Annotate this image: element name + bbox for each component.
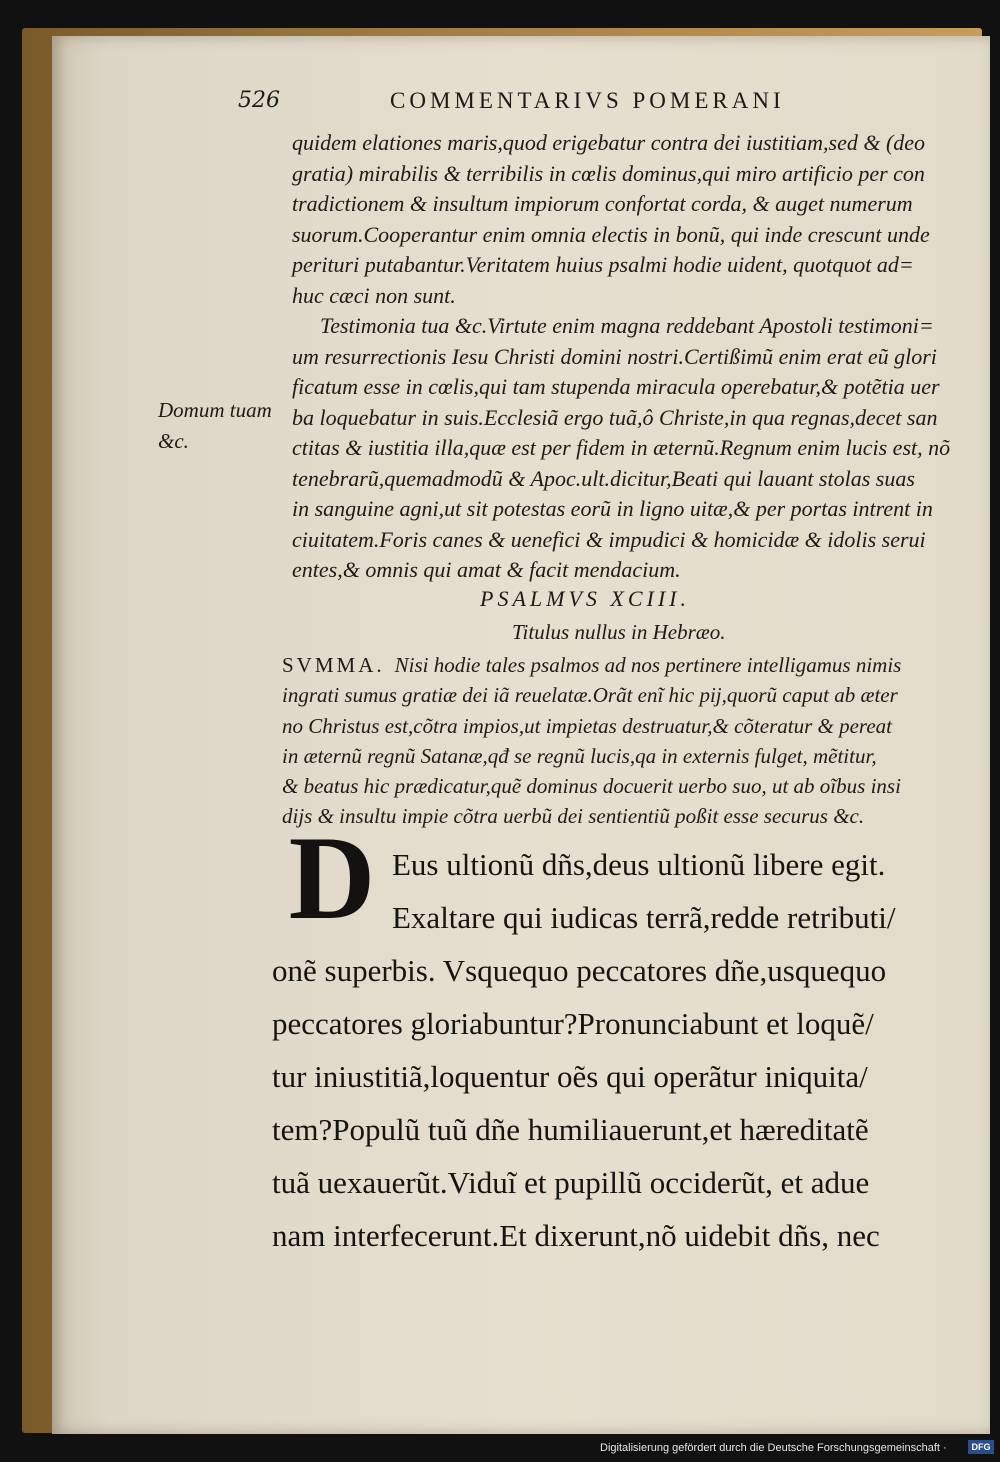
summa-line: & beatus hic prædicatur,quẽ dominus docuerit uerbo suo, ut ab oĩbus insi xyxy=(282,774,901,799)
commentary-line: perituri putabantur.Veritatem huius psalmi hodie uident, quotquot ad= xyxy=(292,252,914,277)
psalm-subtitle: Titulus nullus in Hebræo. xyxy=(512,620,726,644)
psalm-line: onẽ superbis. Vsquequo peccatores dñe,usquequo xyxy=(272,953,887,988)
commentary-line: entes,& omnis qui amat & facit mendacium. xyxy=(292,557,681,582)
summa-label: SVMMA. xyxy=(282,653,385,677)
dfg-logo: DFG xyxy=(968,1440,994,1454)
commentary-line: gratia) mirabilis & terribilis in cœlis dominus,qui miro artificio per con xyxy=(292,160,925,186)
commentary-line: um resurrectionis Iesu Christi domini nostri.Certißimũ enim erat eũ glori xyxy=(292,343,937,369)
marginal-note xyxy=(158,395,288,456)
page-number: 526 xyxy=(238,88,280,113)
psalm-line: tur iniustitiã,loquentur oẽs qui operãtur iniquita/ xyxy=(272,1059,868,1094)
decorated-initial: D xyxy=(288,811,376,944)
summa-line: in æternũ regnũ Satanæ,qđ se regnũ lucis,qa in externis fulget, mẽtitur, xyxy=(282,743,877,768)
summa-line: dijs & insultu impie cõtra uerbũ dei sentientiũ poßit esse securus &c. xyxy=(282,804,865,829)
summa-line: no Christus est,cõtra impios,ut impietas destruatur,& cõteratur & pereat xyxy=(282,713,892,738)
psalm-line: Eus ultionũ dñs,deus ultionũ libere egit. xyxy=(392,847,886,882)
marginal-note-line: Domum tuam xyxy=(158,398,272,422)
commentary-line: suorum.Cooperantur enim omnia electis in bonũ, qui inde crescunt unde xyxy=(292,221,930,247)
psalm-line: peccatores gloriabuntur?Pronunciabunt et loquẽ/ xyxy=(272,1006,874,1041)
commentary-line: ficatum esse in cœlis,qui tam stupenda miracula operebatur,& potẽtia uer xyxy=(292,374,940,399)
digitization-credit: Digitalisierung gefördert durch die Deutsche Forschungsgemeinschaft · xyxy=(600,1442,947,1454)
summa-line: ingrati sumus gratiæ dei iã reuelatæ.Orãt enĩ hic pij,quorũ caput ab æter xyxy=(282,683,898,708)
commentary-line: in sanguine agni,ut sit potestas eorũ in ligno uitæ,& per portas intrent in xyxy=(292,496,933,521)
running-head: COMMENTARIVS POMERANI xyxy=(390,88,785,113)
commentary-line: quidem elationes maris,quod erigebatur contra dei iustitiam,sed & (deo xyxy=(292,130,926,155)
psalm-line: tem?Populũ tuũ dñe humiliauerunt,et hæreditatẽ xyxy=(272,1112,869,1147)
commentary-line: huc cæci non sunt. xyxy=(292,282,456,308)
psalm-line: Exaltare qui iudicas terrã,redde retributi/ xyxy=(392,900,896,935)
commentary-line: Testimonia tua &c.Virtute enim magna reddebant Apostoli testimoni= xyxy=(320,313,934,338)
summa-block xyxy=(282,650,952,832)
commentary-line: tradictionem & insultum impiorum confortat corda, & auget numerum xyxy=(292,191,913,216)
psalm-main-text xyxy=(272,838,942,1262)
summa-line: Nisi hodie tales psalmos ad nos pertinere intelligamus nimis xyxy=(394,653,902,677)
commentary-text xyxy=(292,128,952,586)
psalm-title: PSALMVS XCIII. xyxy=(480,586,690,611)
psalm-line: nam interfecerunt.Et dixerunt,nõ uidebit dñs, nec xyxy=(272,1218,880,1253)
commentary-line: ciuitatem.Foris canes & uenefici & impudici & homicidæ & idolis serui xyxy=(292,526,926,552)
commentary-line: tenebrarũ,quemadmodũ & Apoc.ult.dicitur,Beati qui lauant stolas suas xyxy=(292,465,915,491)
commentary-line: ba loquebatur in suis.Ecclesiã ergo tuã,ô Christe,in qua regnas,decet san xyxy=(292,404,938,430)
psalm-line: tuã uexauerũt.Viduĩ et pupillũ occiderũt, et adue xyxy=(272,1165,870,1200)
commentary-line: ctitas & iustitia illa,quæ est per fidem in æternũ.Regnum enim lucis est, nõ xyxy=(292,435,951,460)
marginal-note-line: &c. xyxy=(158,428,189,453)
